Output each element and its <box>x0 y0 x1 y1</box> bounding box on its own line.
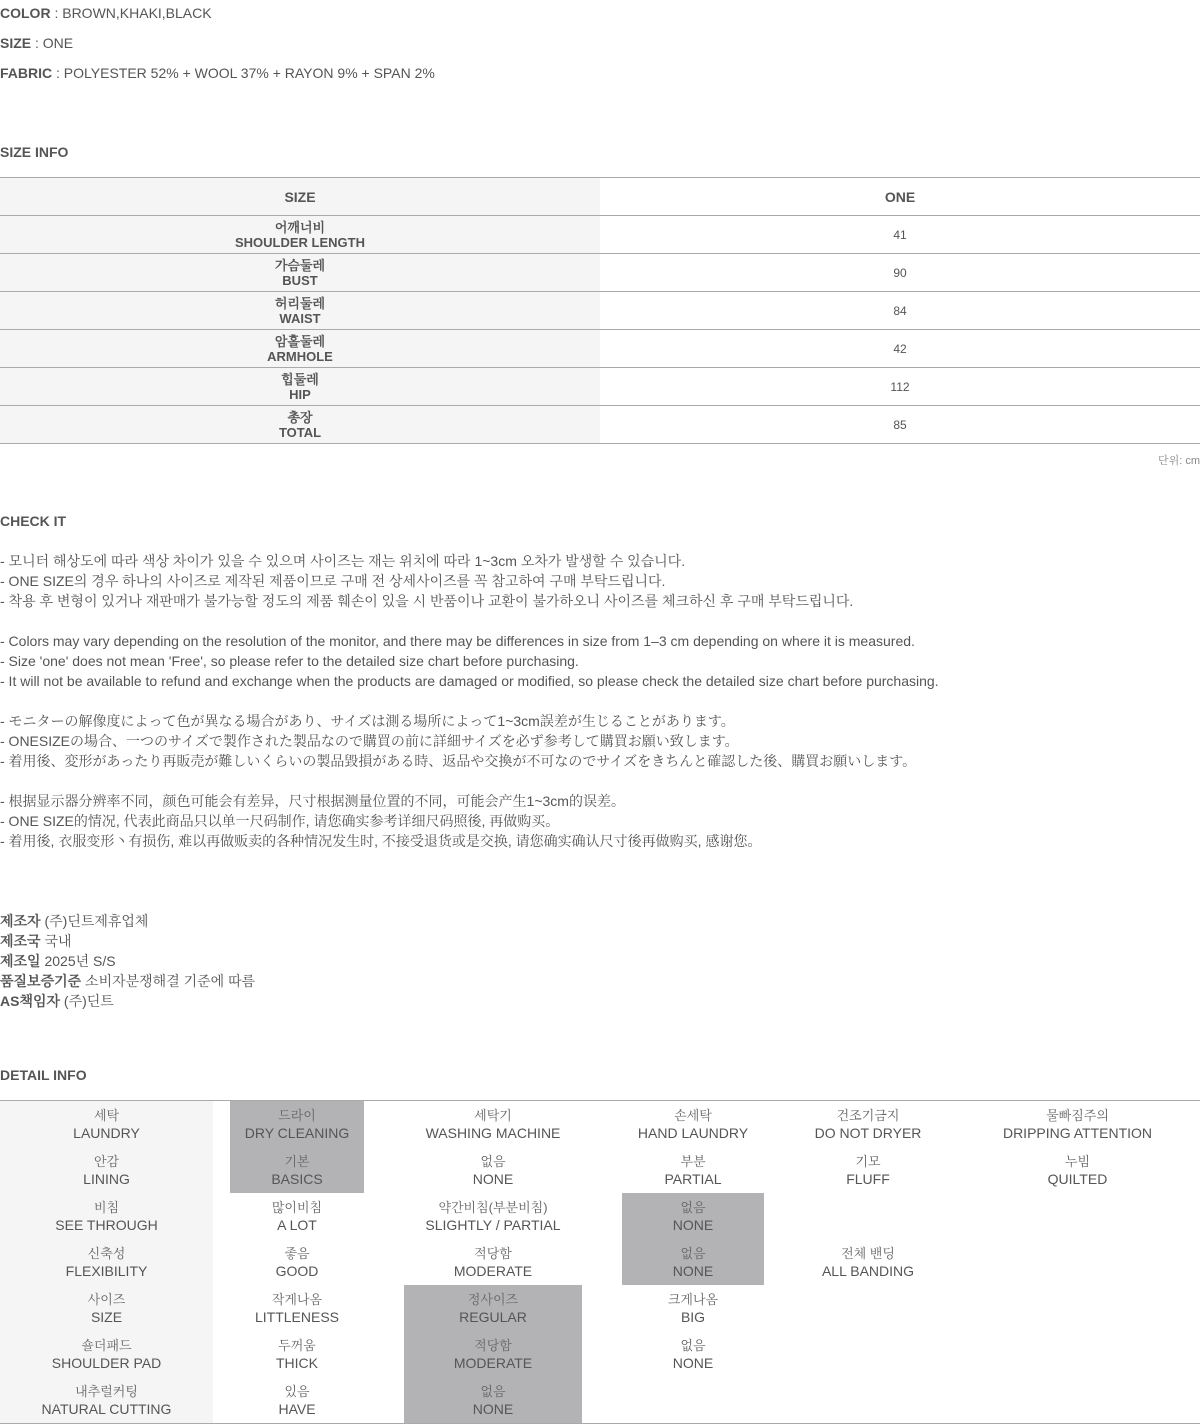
size-row-kr: 어깨너비 <box>274 219 326 235</box>
spec-size-value: : ONE <box>31 35 74 51</box>
size-row-value: 42 <box>600 330 1200 367</box>
mfg-value: (주)딘트제휴업체 <box>40 913 149 929</box>
mfg-quality <box>0 973 255 989</box>
size-row-hip <box>0 368 1200 406</box>
mfg-date <box>0 953 116 969</box>
detail-option-en: NONE <box>472 1170 514 1187</box>
detail-row-label <box>0 1101 213 1147</box>
check-line-en-3: - It will not be available to refund and exchange when the products are damaged or modified, so please check the detailed size chart before purchasing. <box>0 673 939 689</box>
detail-option-selected <box>404 1331 582 1377</box>
detail-option-kr: 많이비침 <box>271 1199 323 1215</box>
detail-option <box>955 1147 1200 1193</box>
size-row-armhole <box>0 330 1200 368</box>
detail-option-kr: 두꺼움 <box>278 1337 316 1353</box>
detail-option-en: NONE <box>672 1354 714 1371</box>
size-row-total <box>0 406 1200 444</box>
detail-option-kr: 누빔 <box>1064 1153 1091 1169</box>
detail-label-kr: 신축성 <box>87 1245 126 1261</box>
size-row-value: 112 <box>600 368 1200 405</box>
check-line-jp-3: - 着用後、変形があったり再販売が難しいくらいの製品毀損がある時、返品や交換が不可なのでサイズをきちんと確認した後、購買お願いします。 <box>0 753 917 769</box>
detail-option-en: BIG <box>680 1308 706 1325</box>
detail-option <box>404 1101 582 1147</box>
detail-label-en: LINING <box>83 1170 130 1187</box>
size-row-kr: 암홀둘레 <box>274 333 326 349</box>
detail-option-kr: 없음 <box>480 1383 506 1399</box>
size-row-waist <box>0 292 1200 330</box>
detail-option-kr: 세탁기 <box>474 1107 512 1123</box>
detail-option <box>230 1239 364 1285</box>
detail-label-kr: 안감 <box>93 1153 120 1169</box>
size-header-value: ONE <box>600 178 1200 215</box>
detail-option-en: ALL BANDING <box>821 1262 915 1279</box>
detail-row-label <box>0 1239 213 1285</box>
check-line-jp-2: - ONESIZEの場合、一つのサイズで製作された製品なので購買の前に詳細サイズを必ず参考して購買お願い致します。 <box>0 733 739 749</box>
detail-option-kr: 없음 <box>680 1245 706 1261</box>
detail-option-selected <box>622 1239 764 1285</box>
detail-option-en: GOOD <box>275 1262 319 1279</box>
detail-option <box>622 1147 764 1193</box>
check-line-kr-3: - 착용 후 변형이 있거나 재판매가 불가능할 정도의 제품 훼손이 있을 시 반품이나 교환이 불가하오니 사이즈를 체크하신 후 구매 부탁드립니다. <box>0 593 854 609</box>
detail-option-en: WASHING MACHINE <box>425 1124 561 1141</box>
size-row-en: HIP <box>289 386 311 402</box>
detail-option-kr: 드라이 <box>278 1107 316 1123</box>
check-line-cn-1: - 根据显示器分辨率不同，颜色可能会有差异，尺寸根据测量位置的不同，可能会产生1~3cm的误差。 <box>0 793 625 809</box>
spec-fabric-value: : POLYESTER 52% + WOOL 37% + RAYON 9% + SPAN 2% <box>52 65 435 81</box>
detail-label-en: SHOULDER PAD <box>51 1354 162 1371</box>
mfg-value: 2025년 S/S <box>40 953 116 969</box>
detail-row-label <box>0 1147 213 1193</box>
mfg-country <box>0 933 72 949</box>
size-unit-note: 단위: cm <box>1157 455 1200 467</box>
detail-option-kr: 건조기금지 <box>836 1107 900 1123</box>
detail-option <box>622 1331 764 1377</box>
detail-option-en: NONE <box>472 1400 514 1417</box>
mfg-label: 품질보증기준 <box>0 973 82 989</box>
check-line-kr-1: - 모니터 해상도에 따라 색상 차이가 있을 수 있으며 사이즈는 재는 위치에 따라 1~3cm 오차가 발생할 수 있습니다. <box>0 553 686 569</box>
detail-option-kr: 좋음 <box>284 1245 310 1261</box>
size-row-kr: 허리둘레 <box>274 295 326 311</box>
detail-label-en: SIZE <box>90 1308 123 1325</box>
check-line-en-1: - Colors may vary depending on the resolution of the monitor, and there may be differences in size from 1–3 cm depending on where it is measured. <box>0 633 915 649</box>
detail-option <box>230 1285 364 1331</box>
detail-option-en: HAVE <box>278 1400 316 1417</box>
check-line-cn-2: - ONE SIZE的情况, 代表此商品只以单一尺码制作, 请您确实参考详细尺码照後, 再做购买。 <box>0 813 560 829</box>
mfg-value: 소비자분쟁해결 기준에 따름 <box>81 973 256 989</box>
size-row-en: BUST <box>282 272 318 288</box>
detail-option-selected <box>404 1377 582 1423</box>
detail-option-kr: 기모 <box>855 1153 881 1169</box>
check-line-en-2: - Size 'one' does not mean 'Free', so please refer to the detailed size chart before purchasing. <box>0 653 579 669</box>
detail-row-label <box>0 1193 213 1239</box>
detail-option-en: HAND LAUNDRY <box>637 1124 749 1141</box>
mfg-value: (주)딘트 <box>60 993 114 1009</box>
detail-option <box>955 1101 1200 1147</box>
detail-option <box>404 1193 582 1239</box>
detail-option-selected <box>622 1193 764 1239</box>
size-row-value: 41 <box>600 216 1200 253</box>
mfg-as <box>0 993 114 1009</box>
detail-option-en: REGULAR <box>459 1308 527 1325</box>
detail-option-selected <box>404 1285 582 1331</box>
detail-option-kr: 기본 <box>284 1153 310 1169</box>
spec-color-label: COLOR <box>0 5 51 21</box>
detail-option <box>230 1193 364 1239</box>
detail-label-kr: 비침 <box>93 1199 120 1215</box>
detail-option-en: QUILTED <box>1047 1170 1108 1187</box>
detail-option-kr: 작게나옴 <box>271 1291 323 1307</box>
size-row-value: 90 <box>600 254 1200 291</box>
detail-label-en: LAUNDRY <box>73 1124 140 1141</box>
detail-option-en: LITTLENESS <box>254 1308 340 1325</box>
spec-fabric <box>0 65 435 81</box>
size-table-header <box>0 178 1200 216</box>
detail-option <box>782 1101 954 1147</box>
detail-label-kr: 사이즈 <box>87 1291 126 1307</box>
size-table <box>0 177 1200 444</box>
detail-option-en: DO NOT DRYER <box>814 1124 922 1141</box>
detail-label-en: SEE THROUGH <box>55 1216 158 1233</box>
detail-option-en: NONE <box>672 1216 714 1233</box>
detail-option-kr: 적당함 <box>474 1245 512 1261</box>
mfg-label: 제조국 <box>0 933 41 949</box>
mfg-label: 제조일 <box>0 953 41 969</box>
detail-option-en: MODERATE <box>453 1354 533 1371</box>
size-row-en: ARMHOLE <box>267 348 333 364</box>
detail-option-kr: 없음 <box>480 1153 506 1169</box>
detail-row-label <box>0 1331 213 1377</box>
size-row-value: 84 <box>600 292 1200 329</box>
detail-option-kr: 손세탁 <box>674 1107 712 1123</box>
detail-option-en: FLUFF <box>846 1170 890 1187</box>
detail-option-en: A LOT <box>277 1216 317 1233</box>
detail-option-kr: 적당함 <box>474 1337 512 1353</box>
detail-label-kr: 숄더패드 <box>81 1337 132 1353</box>
detail-info-title: DETAIL INFO <box>0 1067 87 1083</box>
size-row-en: WAIST <box>279 310 321 326</box>
detail-option-kr: 전체 밴딩 <box>841 1245 895 1261</box>
detail-option <box>622 1285 764 1331</box>
size-header-label: SIZE <box>0 178 600 215</box>
detail-option-kr: 물빠짐주의 <box>1046 1107 1109 1123</box>
size-row-kr: 총장 <box>287 409 313 425</box>
size-row-bust <box>0 254 1200 292</box>
detail-option-kr: 없음 <box>680 1199 706 1215</box>
detail-option-en: DRIPPING ATTENTION <box>1002 1124 1153 1141</box>
size-row-shoulder <box>0 216 1200 254</box>
detail-grid <box>0 1100 1200 1424</box>
detail-option-kr: 있음 <box>284 1383 310 1399</box>
detail-label-en: NATURAL CUTTING <box>41 1400 172 1417</box>
detail-option-kr: 부분 <box>680 1153 706 1169</box>
size-row-kr: 가슴둘레 <box>274 257 326 273</box>
detail-option-kr: 없음 <box>680 1337 706 1353</box>
size-info-title: SIZE INFO <box>0 144 69 160</box>
detail-option-kr: 크게나옴 <box>667 1291 719 1307</box>
size-row-value: 85 <box>600 406 1200 443</box>
detail-option <box>404 1147 582 1193</box>
detail-option-en: SLIGHTLY / PARTIAL <box>425 1216 561 1233</box>
detail-row-label <box>0 1285 213 1331</box>
detail-option <box>782 1239 954 1285</box>
spec-size <box>0 35 73 51</box>
spec-fabric-label: FABRIC <box>0 65 53 81</box>
detail-label-kr: 내추럴커팅 <box>75 1383 138 1399</box>
mfg-value: 국내 <box>40 933 72 949</box>
size-row-en: TOTAL <box>278 424 322 440</box>
spec-size-label: SIZE <box>0 35 32 51</box>
detail-option-en: BASICS <box>271 1170 323 1187</box>
detail-option <box>622 1101 764 1147</box>
detail-option-kr: 약간비침(부분비침) <box>438 1199 548 1215</box>
detail-option <box>230 1331 364 1377</box>
mfg-label: 제조자 <box>0 913 41 929</box>
detail-label-en: FLEXIBILITY <box>65 1262 148 1279</box>
detail-option <box>404 1239 582 1285</box>
size-row-en: SHOULDER LENGTH <box>235 234 365 250</box>
check-line-jp-1: - モニターの解像度によって色が異なる場合があり、サイズは測る場所によって1~3cm誤差が生じることがあります。 <box>0 713 735 729</box>
detail-option-selected <box>230 1147 364 1193</box>
detail-option-en: MODERATE <box>453 1262 533 1279</box>
mfg-label: AS책임자 <box>0 993 61 1009</box>
detail-option-en: DRY CLEANING <box>244 1124 350 1141</box>
detail-option-en: PARTIAL <box>664 1170 722 1187</box>
detail-option <box>782 1147 954 1193</box>
detail-option <box>230 1377 364 1423</box>
mfg-maker <box>0 913 148 929</box>
check-it-title: CHECK IT <box>0 513 67 529</box>
detail-option-en: NONE <box>672 1262 714 1279</box>
check-line-cn-3: - 着用後, 衣服变形丶有损伤, 难以再做贩卖的各种情况发生时, 不接受退货或是交换, 请您确实确认尺寸後再做购买, 感谢您。 <box>0 833 762 849</box>
detail-row-label <box>0 1377 213 1423</box>
spec-color <box>0 5 212 21</box>
detail-option-selected <box>230 1101 364 1147</box>
detail-label-kr: 세탁 <box>93 1107 120 1123</box>
check-line-kr-2: - ONE SIZE의 경우 하나의 사이즈로 제작된 제품이므로 구매 전 상세사이즈를 꼭 참고하여 구매 부탁드립니다. <box>0 573 666 589</box>
spec-color-value: : BROWN,KHAKI,BLACK <box>50 5 212 21</box>
detail-option-en: THICK <box>276 1354 318 1371</box>
size-row-kr: 힙둘레 <box>281 371 319 387</box>
detail-option-kr: 정사이즈 <box>467 1291 519 1307</box>
